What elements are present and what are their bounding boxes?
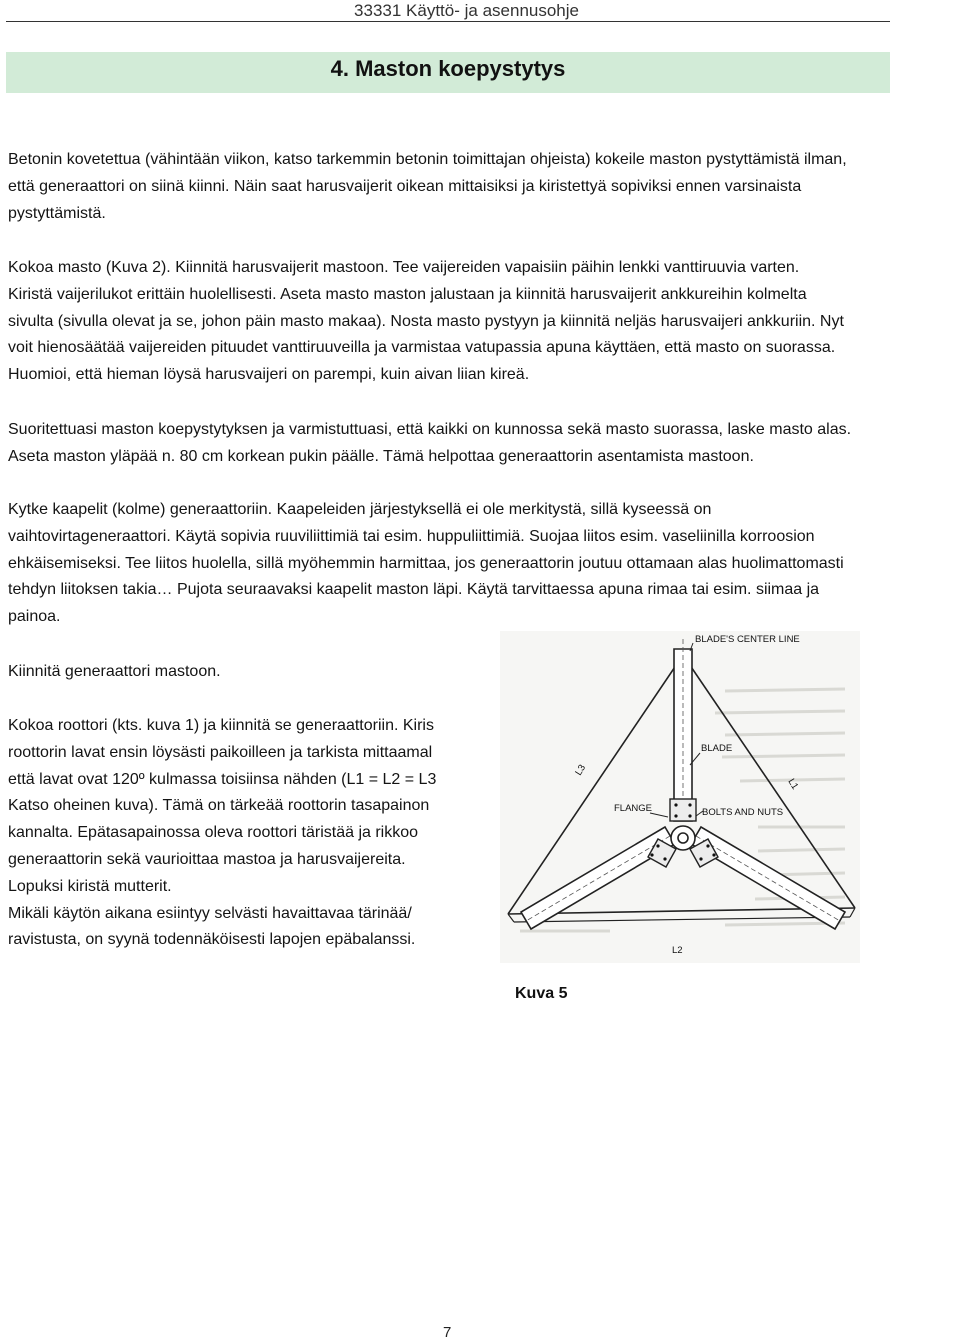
text-line: Katso oheinen kuva). Tämä on tärkeää roottorin tasapainon [8,797,430,815]
text-line: sivulta (sivulla olevat ja se, johon päin masto makaa). Nosta masto pystyyn ja kiinnitä neljäs harusvaijeri ankkuriin. Nyt [8,312,844,330]
text-line: tehdyn liitoksen takia… Pujota seuraavaksi kaapelit maston läpi. Käytä tarvittaessa apuna rimaa tai esim. siimaa ja [8,581,820,599]
text-line: Kiristä vaijerilukot erittäin huolellisesti. Aseta masto maston jalustaan ja kiinnitä harusvaijerit ankkureihin kolmelta [8,285,807,303]
text-line: ravistusta, on syynä todennäköisesti lapojen epäbalanssi. [8,931,416,949]
paragraph-assemble-rotor [8,713,490,954]
text-line: että generaattori on siinä kiinni. Näin saat harusvaijerit oikean mittaisiksi ja kiristettyä sopiviksi ennen varsinaista [8,177,802,195]
text-line: generaattorin sekä vaurioittaa mastoa ja harusvaijereita. [8,850,406,868]
text-line: Kytke kaapelit (kolme) generaattoriin. Kaapeleiden järjestyksellä ei ole merkitystä, sillä kyseessä on [8,501,712,518]
label-blade: BLADE [701,743,733,754]
text-line: Kokoa roottori (kts. kuva 1) ja kiinnitä se generaattoriin. Kiris [8,717,434,734]
header-divider [6,21,890,22]
rotor-hub [671,826,695,850]
label-l3: L3 [573,762,589,778]
text-line: pystyttämistä. [8,204,106,222]
text-line: Kiinnitä generaattori mastoon. [8,663,221,680]
paragraph-concrete-curing [8,147,958,227]
paragraph-connect-cables [8,497,958,631]
text-line: roottorin lavat ensin löysästi paikoilleen ja tarkista mittaamal [8,743,433,761]
text-line: että lavat ovat 120º kulmassa toisiinsa nähden (L1 = L2 = L3 [8,770,437,788]
section-title: 4. Maston koepystytys [330,56,566,81]
label-l2: L2 [672,945,683,956]
text-line: Aseta maston yläpää n. 80 cm korkean pukin päälle. Tämä helpottaa generaattorin asentamista mastoon. [8,447,754,465]
text-line: voit hienosäätää vaijereiden pituudet vanttiruuveilla ja varmistaa vatupassia apuna käyttäen, että masto on suorassa. [8,339,836,357]
paragraph-assemble-mast [8,255,958,389]
section-heading-band [6,52,890,93]
text-line: vaihtovirtageneraattori. Käytä sopivia ruuviliittimiä tai esim. huppuliittimiä. Suojaa liitos esim. vaseliinilla korroosion [8,527,815,545]
page-number: 7 [443,1324,452,1341]
text-line: Kokoa masto (Kuva 2). Kiinnitä harusvaijerit mastoon. Tee vaijereiden vapaisiin päihin lenkki vanttiruuvia varten. [8,259,800,276]
label-blades-center-line: BLADE'S CENTER LINE [695,634,800,645]
label-flange: FLANGE [614,803,653,814]
figure-caption: Kuva 5 [515,985,568,1002]
rotor-blade-diagram [500,631,860,963]
label-bolts-and-nuts: BOLTS AND NUTS [702,807,784,818]
label-l1: L1 [785,776,801,792]
text-line: ehkäisemiseksi. Tee liitos huolella, sillä myöhemmin harmittaa, jos generaattorin joutuu ottamaan alas huolimattomasti [8,554,844,572]
paragraph-lower-mast [8,417,958,471]
text-line: Suoritettuasi maston koepystytyksen ja varmistuttuasi, että kaikki on kunnossa sekä masto suorassa, laske masto alas. [8,421,852,438]
text-line: Mikäli käytön aikana esiintyy selvästi havaittavaa tärinää/ [8,904,412,922]
text-line: kannalta. Epätasapainossa oleva roottori täristää ja rikkoo [8,824,419,842]
document-header-title: 33331 Käyttö- ja asennusohje [354,1,579,20]
text-line: Betonin kovetettua (vähintään viikon, katso tarkemmin betonin toimittajan ohjeista) kokeile maston pystyttämistä ilman, [8,151,847,168]
paragraph-attach-generator [8,659,490,686]
text-line: painoa. [8,608,61,626]
text-line: Huomioi, että hieman löysä harusvaijeri on parempi, kuin aivan liian kireä. [8,366,530,384]
text-line: Lopuksi kiristä mutterit. [8,877,172,895]
